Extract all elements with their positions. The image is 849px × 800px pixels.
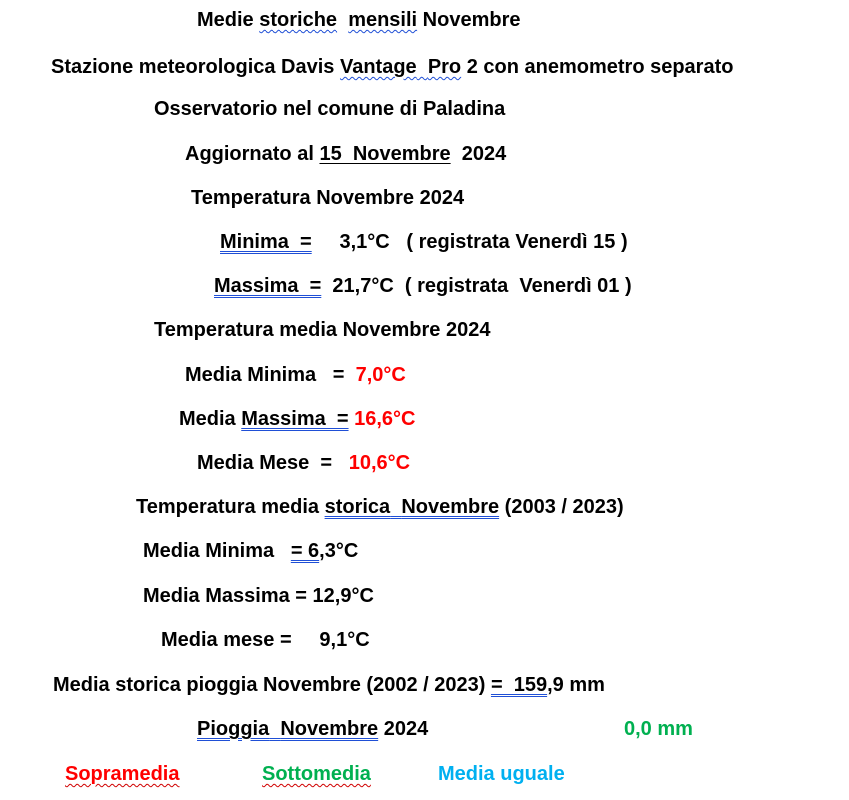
average-minimum-value: 7,0°C bbox=[355, 364, 406, 386]
section-temperature: Temperatura Novembre 2024 bbox=[191, 187, 465, 209]
average-month: Media Mese = 10,6°C bbox=[197, 452, 411, 474]
average-month-value: 10,6°C bbox=[348, 452, 411, 474]
rain-current-month-value: 0,0 mm bbox=[624, 718, 693, 740]
section-average-temperature: Temperatura media Novembre 2024 bbox=[154, 319, 491, 341]
min-temperature: Minima = 3,1°C ( registrata Venerdì 15 ) bbox=[220, 231, 628, 253]
legend-above-average: Sopramedia bbox=[65, 763, 180, 785]
max-temperature: Massima = 21,7°C ( registrata Venerdì 01 ) bbox=[214, 275, 632, 297]
average-minimum: Media Minima = 7,0°C bbox=[185, 364, 406, 386]
title-monthly-averages: Medie storiche mensili Novembre bbox=[197, 9, 521, 31]
historical-average-month: Media mese = 9,1°C bbox=[161, 629, 370, 651]
legend-below-average: Sottomedia bbox=[262, 763, 371, 785]
observatory-location: Osservatorio nel comune di Paladina bbox=[154, 98, 506, 120]
section-historical-average: Temperatura media storica Novembre (2003 / 2023) bbox=[136, 496, 624, 518]
update-date: Aggiornato al 15 Novembre 2024 bbox=[185, 143, 507, 165]
historical-average-maximum: Media Massima = 12,9°C bbox=[143, 585, 374, 607]
legend-equal-average: Media uguale bbox=[438, 763, 565, 785]
station-description: Stazione meteorologica Davis Vantage Pro 2 con anemometro separato bbox=[51, 56, 734, 78]
average-maximum: Media Massima = 16,6°C bbox=[179, 408, 416, 430]
rain-current-month: Pioggia Novembre 2024 bbox=[197, 718, 429, 740]
historical-rain: Media storica pioggia Novembre (2002 / 2023) = 159,9 mm bbox=[53, 674, 605, 696]
average-maximum-value: 16,6°C bbox=[354, 408, 416, 430]
historical-average-minimum: Media Minima = 6,3°C bbox=[143, 540, 359, 562]
